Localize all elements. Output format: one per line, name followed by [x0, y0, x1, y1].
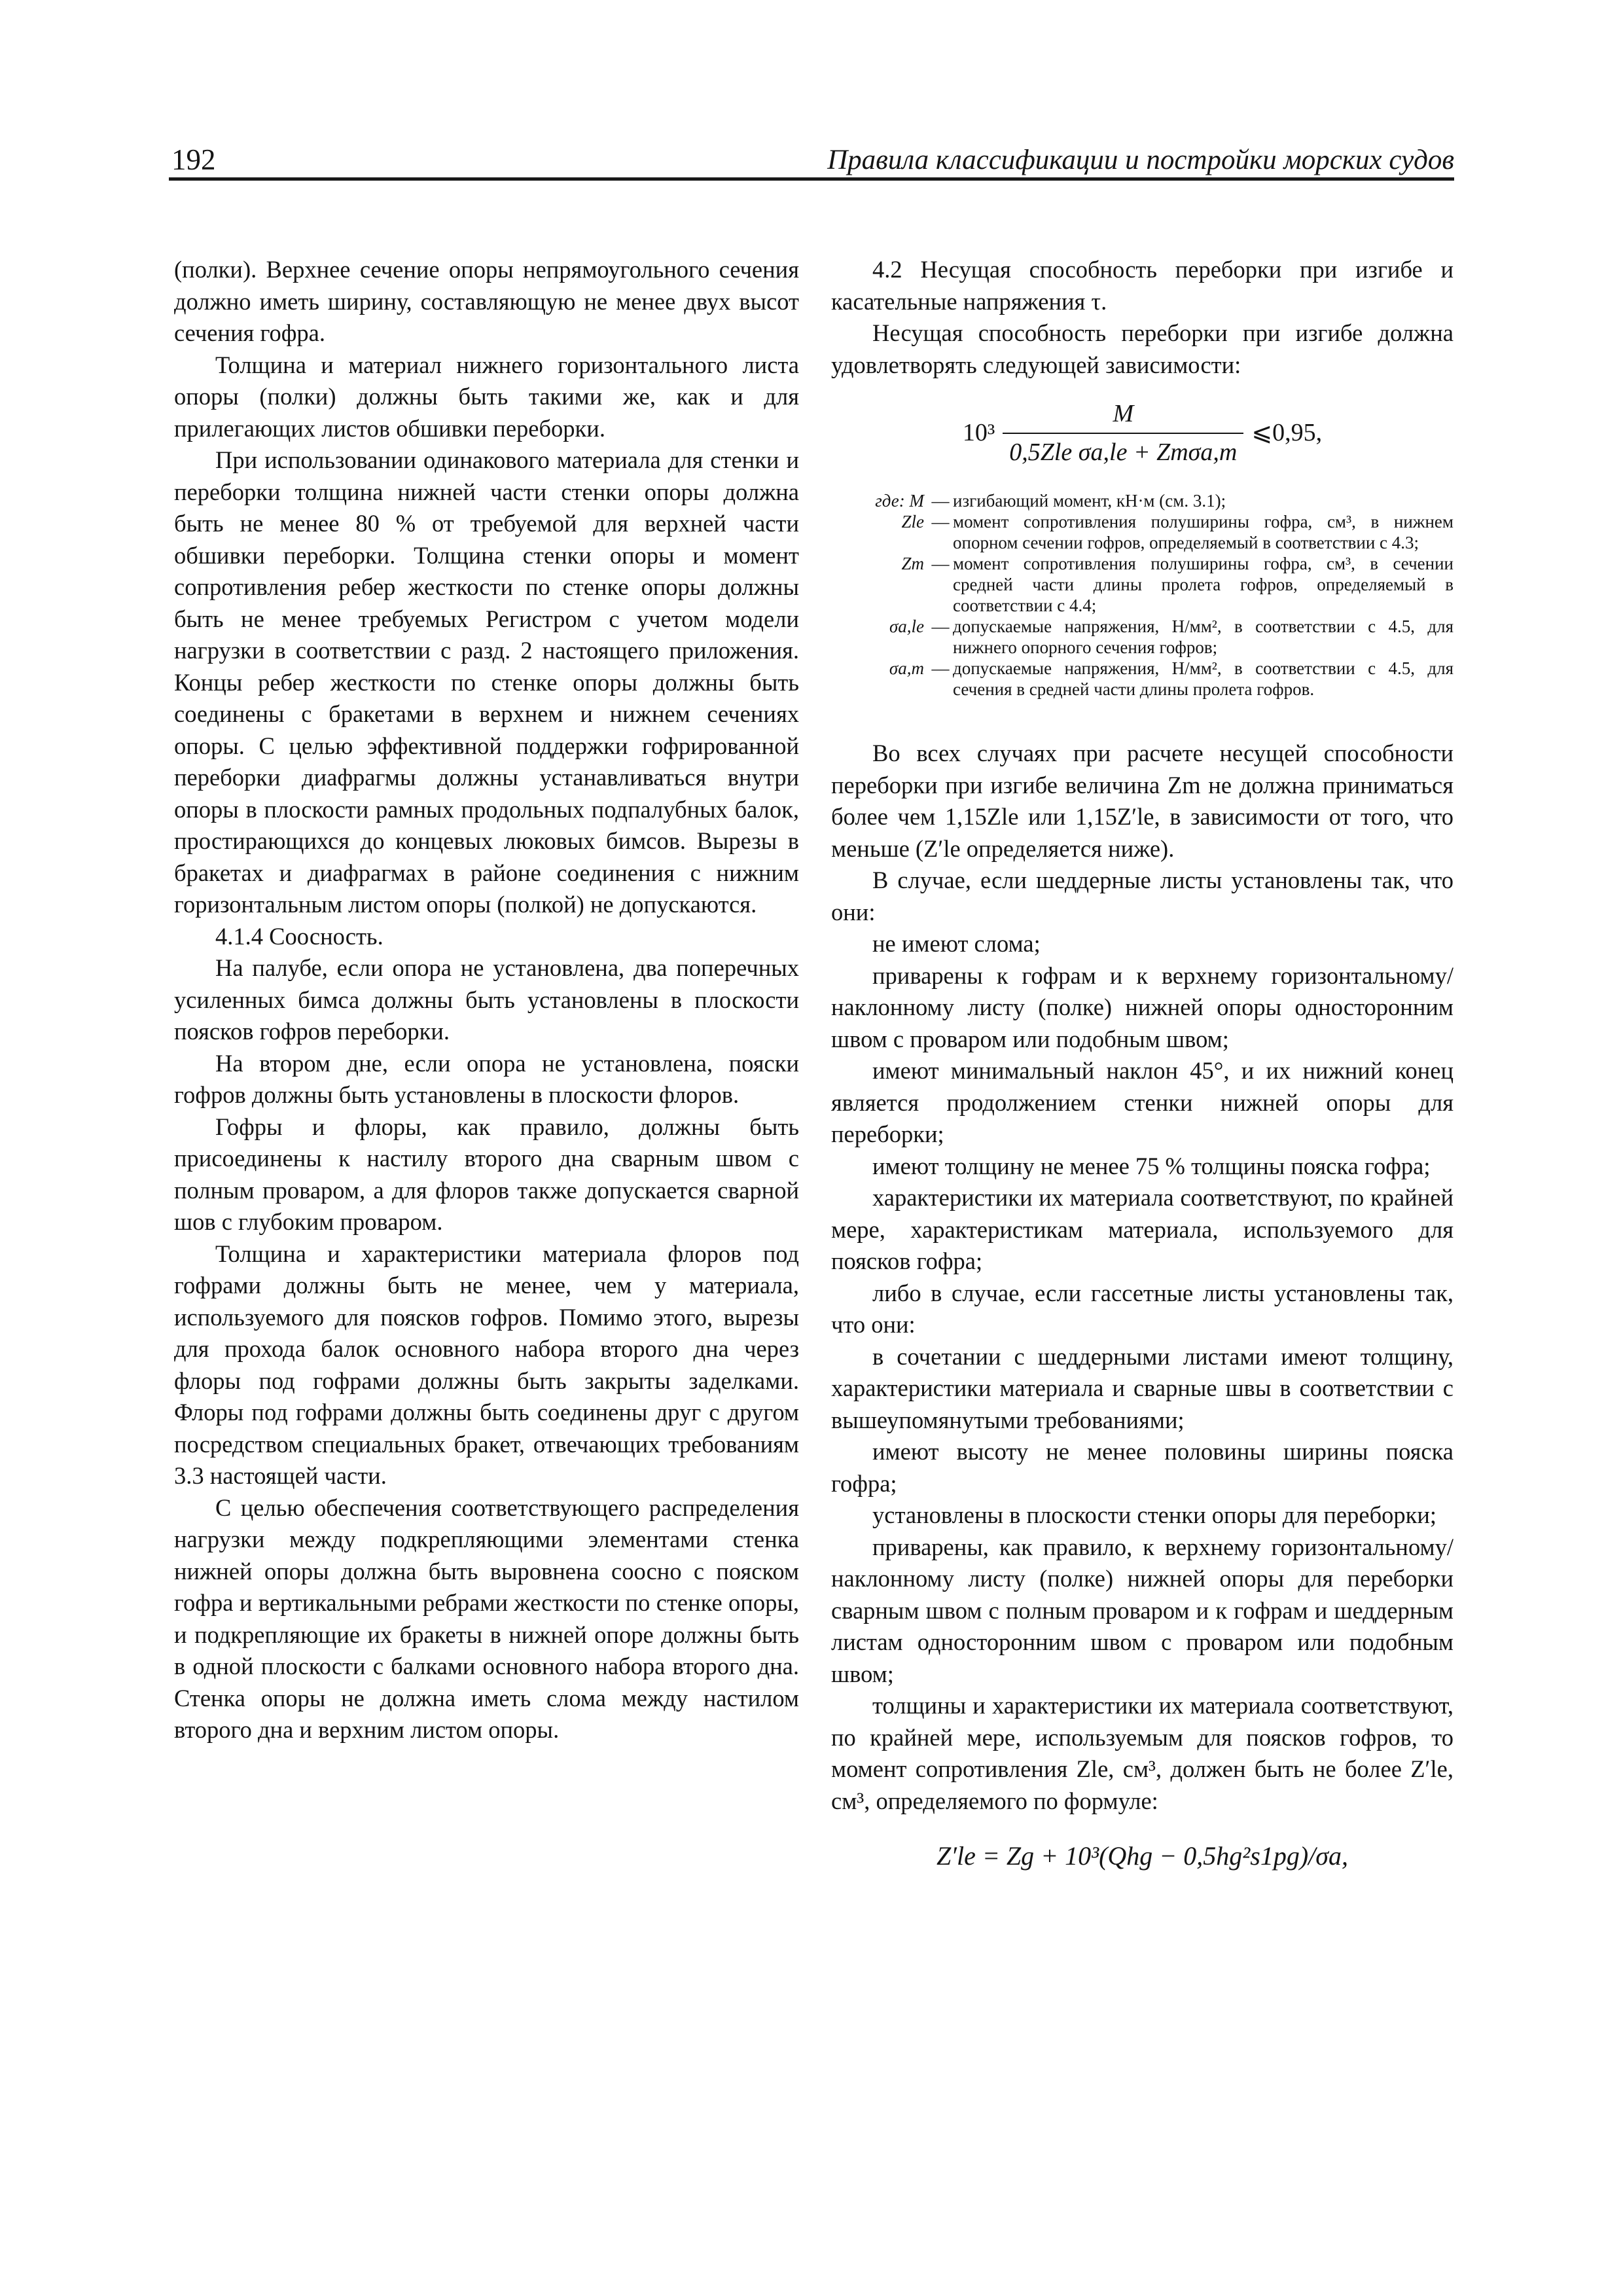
list-item: имеют толщину не менее 75 % толщины пояска гофра; [872, 1152, 1431, 1179]
list-item: имеют высоту не менее половины ширины пояска гофра; [831, 1438, 1454, 1497]
paragraph: С целью обеспечения соответствующего распределения нагрузки между подкрепляющими элементами стенка нижней опоры должна быть выровнена соосно с пояском гофра и вертикальными ребрами жесткости по стенке опоры, и подкрепляющие их бракеты в нижней опоре должны быть в одной плоскости с балками основного набора второго дна. Стенка опоры не должна иметь слома между настилом второго дна и верхним листом опоры. [174, 1494, 799, 1743]
section-heading: 4.1.4 Соосность. [215, 922, 383, 950]
paragraph: (полки). Верхнее сечение опоры непрямоугольного сечения должно иметь ширину, составляющую не менее двух высот сечения гофра. [174, 256, 799, 346]
definition-text: изгибающий момент, кН·м (см. 3.1); [953, 491, 1226, 511]
definition-symbol: Zle [901, 512, 924, 531]
paragraph: Несущая способность переборки при изгибе должна удовлетворять следующей зависимости: [831, 319, 1454, 378]
formula-factor: 10³ [962, 419, 995, 447]
definition-row [831, 616, 1454, 658]
list-item: толщины и характеристики их материала соответствуют, по крайней мере, используемым для поясков гофров, то момент сопротивления Zle, см³, должен быть не более Z′le, см³, определяемого по формуле: [831, 1692, 1454, 1814]
definition-text: допускаемые напряжения, Н/мм², в соответствии с 4.5, для сечения в средней части длины пролета гофров. [953, 658, 1454, 699]
definition-symbol: Zm [901, 554, 924, 573]
formula-denominator: 0,5Zle σa,le + Zmσa,m [1009, 438, 1238, 466]
definition-symbol: σa,m [889, 658, 924, 678]
list-item: приварены, как правило, к верхнему горизонтальному/наклонному листу (полке) нижней опоры для переборки сварным швом с полным проваром и к гофрам и шеддерным листам односторонним швом с проваром или подобным швом; [831, 1533, 1454, 1687]
definition-dash: — [931, 554, 950, 573]
right-column [831, 254, 1454, 1873]
formula-numerator: M [1003, 398, 1243, 434]
definition-dash: — [931, 491, 950, 511]
paragraph: Толщина и материал нижнего горизонтального листа опоры (полки) должны быть такими же, как и для прилегающих листов обшивки переборки. [174, 351, 799, 442]
symbol-definitions [831, 490, 1454, 700]
definition-row [831, 658, 1454, 700]
definition-text: момент сопротивления полуширины гофра, см³, в сечении средней части длины пролета гофров, определяемый в соответствии с 4.4; [953, 554, 1454, 615]
bending-formula [831, 398, 1454, 468]
definition-row [831, 511, 1454, 553]
paragraph: На палубе, если опора не установлена, два поперечных усиленных бимса должны быть установлены в плоскости поясков гофров переборки. [174, 954, 799, 1045]
paragraph: На втором дне, если опора не установлена, пояски гофров должны быть установлены в плоскости флоров. [174, 1049, 799, 1108]
definition-symbol: σa,le [889, 617, 924, 636]
header-rule [169, 177, 1454, 181]
running-title: Правила классификации и постройки морских судов [827, 145, 1454, 175]
section-heading: 4.2 Несущая способность переборки при изгибе и касательные напряжения τ. [831, 256, 1454, 315]
definition-row [831, 490, 1454, 511]
formula-fraction [1003, 398, 1243, 468]
paragraph: Гофры и флоры, как правило, должны быть присоединены к настилу второго дна сварным швом с полным проваром, а для флоров также допускается сварной шов с глубоким проваром. [174, 1113, 799, 1235]
definition-row [831, 553, 1454, 616]
definition-text: момент сопротивления полуширины гофра, см³, в нижнем опорном сечении гофров, определяемый в соответствии с 4.3; [953, 512, 1454, 552]
page-number: 192 [171, 143, 216, 176]
definition-dash: — [931, 658, 950, 678]
list-item: установлены в плоскости стенки опоры для переборки; [872, 1501, 1437, 1528]
list-item: не имеют слома; [872, 930, 1041, 957]
paragraph: При использовании одинакового материала для стенки и переборки толщина нижней части стенки опоры должна быть не менее 80 % от требуемой для верхней части обшивки переборки. Толщина стенки опоры и момент сопротивления ребер жесткости по стенке опоры должны быть не менее требуемых Регистром с учетом модели нагрузки в соответствии с разд. 2 настоящего приложения. Концы ребер жесткости по стенке опоры должны быть соединены с бракетами в верхнем и нижнем сечениях опоры. С целью эффективной поддержки гофрированной переборки диафрагмы должны устанавливаться внутри опоры в плоскости рамных продольных подпалубных балок, простирающихся до концевых люковых бимсов. Вырезы в бракетах и диафрагмах в районе соединения с нижним горизонтальным листом опоры (полкой) не допускаются. [174, 446, 799, 918]
paragraph: Толщина и характеристики материала флоров под гофрами должны быть не менее, чем у материала, используемого для поясков гофров. Помимо этого, вырезы для прохода балок основного набора второго дна через флоры под гофрами должны быть закрыты заделками. Флоры под гофрами должны быть соединены друг с другом посредством специальных бракет, отвечающих требованиям 3.3 настоящей части. [174, 1240, 799, 1489]
section-modulus-formula: Z′le = Zg + 10³(Qhg − 0,5hg²s1pg)/σa, [936, 1841, 1348, 1871]
paragraph: либо в случае, если гассетные листы установлены так, что они: [831, 1279, 1454, 1338]
list-item: имеют минимальный наклон 45°, и их нижний конец является продолжением стенки нижней опоры для переборки; [831, 1057, 1454, 1147]
formula-limit: ⩽0,95, [1251, 419, 1323, 447]
left-column [174, 254, 799, 1746]
list-item: приварены к гофрам и к верхнему горизонтальному/наклонному листу (полке) нижней опоры односторонним швом с проваром или подобным швом; [831, 961, 1454, 1052]
paragraph: В случае, если шеддерные листы установлены так, что они: [831, 867, 1454, 925]
paragraph: Во всех случаях при расчете несущей способности переборки при изгибе величина Zm не должна приниматься более чем 1,15Zle или 1,15Z′le, в зависимости от того, что меньше (Z′le определяется ниже). [831, 740, 1454, 862]
list-item: характеристики их материала соответствуют, по крайней мере, характеристикам материала, используемого для поясков гофра; [831, 1184, 1454, 1274]
list-item: в сочетании с шеддерными листами имеют толщину, характеристики материала и сварные швы в соответствии с вышеупомянутыми требованиями; [831, 1342, 1454, 1433]
definition-text: допускаемые напряжения, Н/мм², в соответствии с 4.5, для нижнего опорного сечения гофров; [953, 617, 1454, 657]
definition-symbol: где: M [875, 491, 924, 511]
definition-dash: — [931, 512, 950, 531]
definition-dash: — [931, 617, 950, 636]
